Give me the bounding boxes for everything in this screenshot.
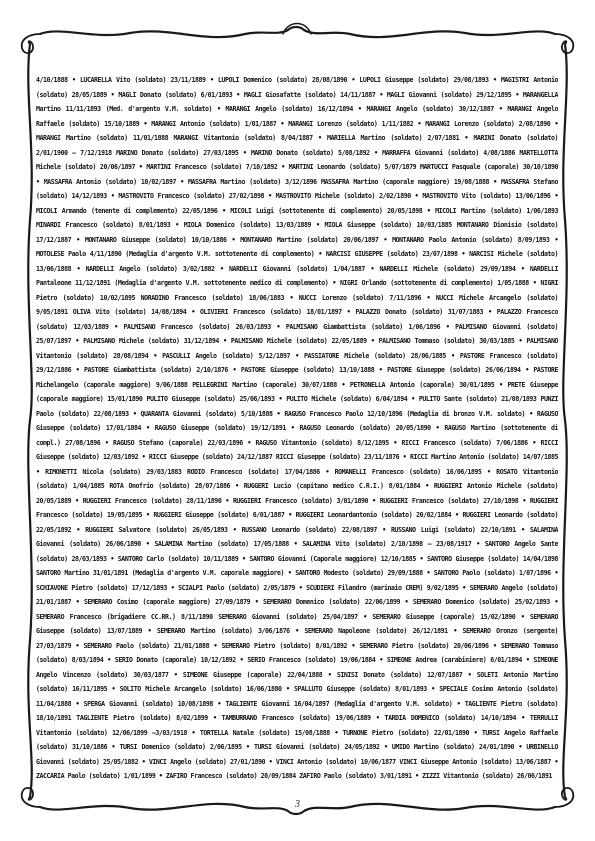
names-list	[36, 73, 558, 785]
names-list-text: 4/10/1888 • LUCARELLA Vito (soldato) 23/11/1889 • LUPOLI Domenico (soldato) 28/08/1890 • LUPOLI Giuseppe (soldato) 29/08/1893 • MAGISTRI Antonio (soldato) 28/05/1889 • MAGLI Donato (soldato) 6/01/1893 • MAGLI Giosafatte (soldato) 14/11/1887 • MAGLI Giovanni (soldato) 29/12/1895 • MARANGELLA Martino 11/11/1893 (Med. d'argento V.M. soldato) • MARANGI Angelo (soldato) 16/12/1894 • MARANGI Angelo (soldato) 30/12/1887 • MARANGI Angelo Raffaele (soldato) 15/10/1889 • MARANGI Antonio (soldato) 1/01/1887 • MARANGI Lorenzo (soldato) 1/11/1882 • MARANGI Lorenzo (soldato) 2/08/1890 • MARANGI Martino (soldato) 11/01/1888 MARANGI Vitantonio (soldato) 8/04/1887 • MARIELLA Martino (soldato) 2/07/1881 • MARINI Donato (soldato) 2/01/1900 – 7/12/1918 MARINO Donato (soldato) 27/03/1895 • MARINO Donato (soldato) 5/08/1892 • MARRAFFA Giovanni (soldato) 4/08/1886 MARTELLOTTA Michele (soldato) 20/06/1897 • MARTINI Francesco (soldato) 7/10/1892 • MARTINI Leonardo (soldato) 5/07/1879 MARTUCCI Pasquale (caporale) 30/10/1890 • MASSAFRA Antonio (soldato) 10/02/1897 • MASSAFRA Martino (soldato) 3/12/1896 MASSAFRA Martino (caporale maggiore) 19/08/1888 • MASSAFRA Stefano (soldato) 14/12/1893 • MASTROVITO Francesco (soldato) 27/02/1898 • MASTROVITO Michele (soldato) 2/02/1890 • MASTROVITO Vito (soldato) 13/06/1896 • MICOLI Armando (tenente di complemento) 22/05/1896 • MICOLI Luigi (sottotenente di complemento) 20/05/1898 • MICOLI Martino (soldato) 1/06/1893 MINARDI Francesco (soldato) 8/01/1893 • MIOLA Domenico (soldato) 13/03/1889 • MIOLA Giuseppe (soldato) 10/03/1885 MONTANARO Dionisio (soldato) 17/12/1887 • MONTANARO Giuseppe (soldato) 10/10/1886 • MONTANARO Martino (soldato) 20/06/1897 • MONTANARO Paolo Antonio (soldato) 8/09/1893 • MOTOLESE Paolo 4/11/1890 (Medaglia d'argento V.M. sottotenente di complemento) • NARCISI GIUSEPPE (soldato) 23/07/1898 • NARCISI Michele (soldato) 13/06/1888 • NARDELLI Angelo (soldato) 3/02/1882 • NARDELLI Giovanni (soldato) 1/04/1887 • NARDELLI Michele (soldato) 29/09/1894 • NARDELLI Pantaleone 11/12/1891 (Medaglia d'argento V.M. sottotenente medico di complemento) • NIGRI Orlando (sottotenente di complemento) 1/05/1888 • NIGRI Pietro (soldato) 10/02/1895 NORADINO Francesco (soldato) 18/06/1883 • NUCCI Lorenzo (soldato) 7/11/1896 • NUCCI Michele Arcangelo (soldato) 9/05/1891 OLIVA Vito (soldato) 14/08/1894 • OLIVIERI Francesco (soldato) 18/01/1897 • PALAZZO Donato (soldato) 31/07/1883 • PALAZZO Francesco (soldato) 12/03/1889 • PALMISANO Francesco (soldato) 26/03/1893 • PALMISANO Giambattista (soldato) 1/06/1896 • PALMISANO Giovanni (soldato) 25/07/1897 • PALMISANO Michele (soldato) 31/12/1894 • PALMISANO Michele (soldato) 22/05/1889 • PALMISANO Tommaso (soldato) 30/03/1885 • PALMISANO Vitantonio (soldato) 28/08/1894 • PASCULLI Angelo (soldato) 5/12/1897 • PASSIATORE Michele (soldato) 28/06/1885 • PASTORE Francesco (soldato) 29/12/1886 • PASTORE Giambattista (soldato) 2/10/1876 • PASTORE Giuseppe (soldato) 13/10/1888 • PASTORE Giuseppe (soldato) 26/06/1894 • PASTORE Michelangelo (caporale maggiore) 9/06/1888 PELLEGRINI Martino (caporale) 30/07/1888 • PETRONELLA Antonio (caporale) 30/01/1895 • PRETE Giuseppe (caporale maggiore) 15/01/1890 PULITO Giuseppe (soldato) 25/06/1893 • PULITO Michele (soldato) 6/04/1894 • PULITO Sante (soldato) 21/08/1893 PUNZI Paolo (soldato) 22/08/1893 • QUARANTA Giovanni (soldato) 5/10/1888 • RAGUSO Francesco Paolo 12/10/1896 (Medaglia di bronzo V.M. soldato) • RAGUSO Giuseppe (soldato) 17/01/1884 • RAGUSO Giuseppe (soldato) 19/12/1891 • RAGUSO Leonardo (soldato) 20/05/1890 • RAGUSO Martino (sottotenente di compl.) 27/08/1896 • RAGUSO Stefano (caporale) 22/03/1896 • RAGUSO Vitantonio (soldato) 8/12/1895 • RICCI Francesco (soldato) 7/06/1886 • RICCI Giuseppe (soldato) 12/03/1892 • RICCI Giuseppe (soldato) 24/12/1887 RICCI Giuseppe (soldato) 23/11/1876 • RICCI Martino Antonio (soldato) 14/07/1885 • RIMONETTI Nicola (soldato) 29/03/1883 RODIO Francesco (soldato) 17/04/1886 • ROMANELLI Francesco (soldato) 16/06/1895 • ROSATO Vitantonio (soldato) 1/04/1885 ROTA Onofrio (soldato) 28/07/1886 • RUGGERI Lucio (capitano medico C.R.I.) 8/01/1884 • RUGGIERI Antonio Michele (soldato) 20/05/1889 • RUGGIERI Francesco (soldato) 28/11/1890 • RUGGIERI Francesco (soldato) 3/01/1890 • RUGGIERI Francesco (soldato) 27/10/1898 • RUGGIERI Francesco (soldato) 19/05/1895 • RUGGIERI Giuseppe (soldato) 6/01/1887 • RUGGIERI Leonardantonio (soldato) 20/02/1884 • RUGGIERI Leonardo (soldato) 22/05/1892 • RUGGIERI Salvatore (soldato) 26/05/1893 • RUSSANO Leonardo (soldato) 22/08/1897 • RUSSANO Luigi (soldato) 22/10/1891 • SALAMINA Giovanni (soldato) 26/06/1890 • SALAMINA Martino (soldato) 17/05/1888 • SALAMINA Vito (soldato) 2/10/1898 – 23/08/1917 • SANTORO Angelo Sante (soldato) 28/03/1893 • SANTORO Carlo (soldato) 10/11/1889 • SANTORO Giovanni (Caporale maggiore) 12/10/1885 • SANTORO Giuseppe (soldato) 14/04/1898 SANTORO Martino 31/01/1891 (Medaglia d'argento V.M. caporale maggiore) • SANTORO Modesto (soldato) 29/09/1888 • SANTORO Paolo (soldato) 1/07/1896 • SCHIAVONE Pietro (soldato) 17/12/1893 • SCIALPI Paolo (soldato) 2/05/1879 • SCUDIERI Filandro (marinaio CREM) 9/02/1895 • SEMERARO Angelo (soldato) 21/01/1887 • SEMERARO Cosimo (caporale maggiore) 27/09/1879 • SEMERARO Domenico (soldato) 22/06/1899 • SEMERARO Domenico (soldato) 25/02/1893 • SEMERARO Francesco (brigadiere CC.RR.) 8/11/1890 SEMERARO Giovanni (soldato) 25/04/1897 • SEMERARO Giuseppe (caporale) 15/02/1890 • SEMERARO Giuseppe (soldato) 13/07/1889 • SEMERARO Martino (soldato) 3/06/1876 • SEMERARO Napoleone (soldato) 26/12/1891 • SEMERARO Oronzo (sergente) 27/03/1879 • SEMERARO Paolo (soldato) 21/01/1888 • SEMERARO Pietro (soldato) 8/01/1892 • SEMERARO Pietro (soldato) 20/06/1896 • SEMERARO Tommaso (soldato) 8/03/1894 • SERIO Donato (caporale) 10/12/1892 • SERIO Francesco (soldato) 19/06/1884 • SIMEONE Andrea (carabiniere) 6/01/1894 • SIMEONE Angelo Vincenzo (soldato) 30/03/1877 • SIMEONE Giuseppe (caporale) 22/04/1888 • SINISI Donato (soldato) 12/07/1887 • SOLETI Antonio Martino (soldato) 16/11/1895 • SOLITO Michele Arcangelo (soldato) 16/06/1880 • SPALLUTO Giuseppe (soldato) 8/01/1893 • SPECIALE Cosimo Antonio (soldato) 11/04/1888 • SPERGA Giovanni (soldato) 10/08/1898 • TAGLIENTE Giovanni 16/04/1897 (Medaglia d'argento V.M. soldato) • TAGLIENTE Pietro (soldato) 18/10/1891 TAGLIENTE Pietro (soldato) 8/02/1899 • TAMBURRANO Francesco (soldato) 19/06/1889 • TARDIA DOMENICO (soldato) 14/10/1894 • TERRULLI Vitantonio (soldato) 12/06/1899 –3/03/1918 • TORTELLA Natale (soldato) 15/08/1888 • TURNONE Pietro (soldato) 22/01/1890 • TURSI Angelo Raffaele (soldato) 31/10/1886 • TURSI Domenico (soldato) 2/06/1895 • TURSI Giovanni (soldato) 24/05/1892 • UMIDO Martino (soldato) 24/01/1890 • URBINELLO Giovanni (soldato) 25/05/1882 • VINCI Angelo (soldato) 27/01/1890 • VINCI Antonio (soldato) 10/06/1877 VINCI Giuseppe Antonio (soldato) 13/06/1887 • ZACCARIA Paolo (soldato) 1/01/1899 • ZAFIRO Francesco (soldato) 20/09/1884 ZAFIRO Paolo (soldato) 3/01/1891 • ZIZZI Vitantonio (soldato) 26/06/1891	[36, 76, 558, 780]
page-number: 3	[295, 799, 300, 810]
